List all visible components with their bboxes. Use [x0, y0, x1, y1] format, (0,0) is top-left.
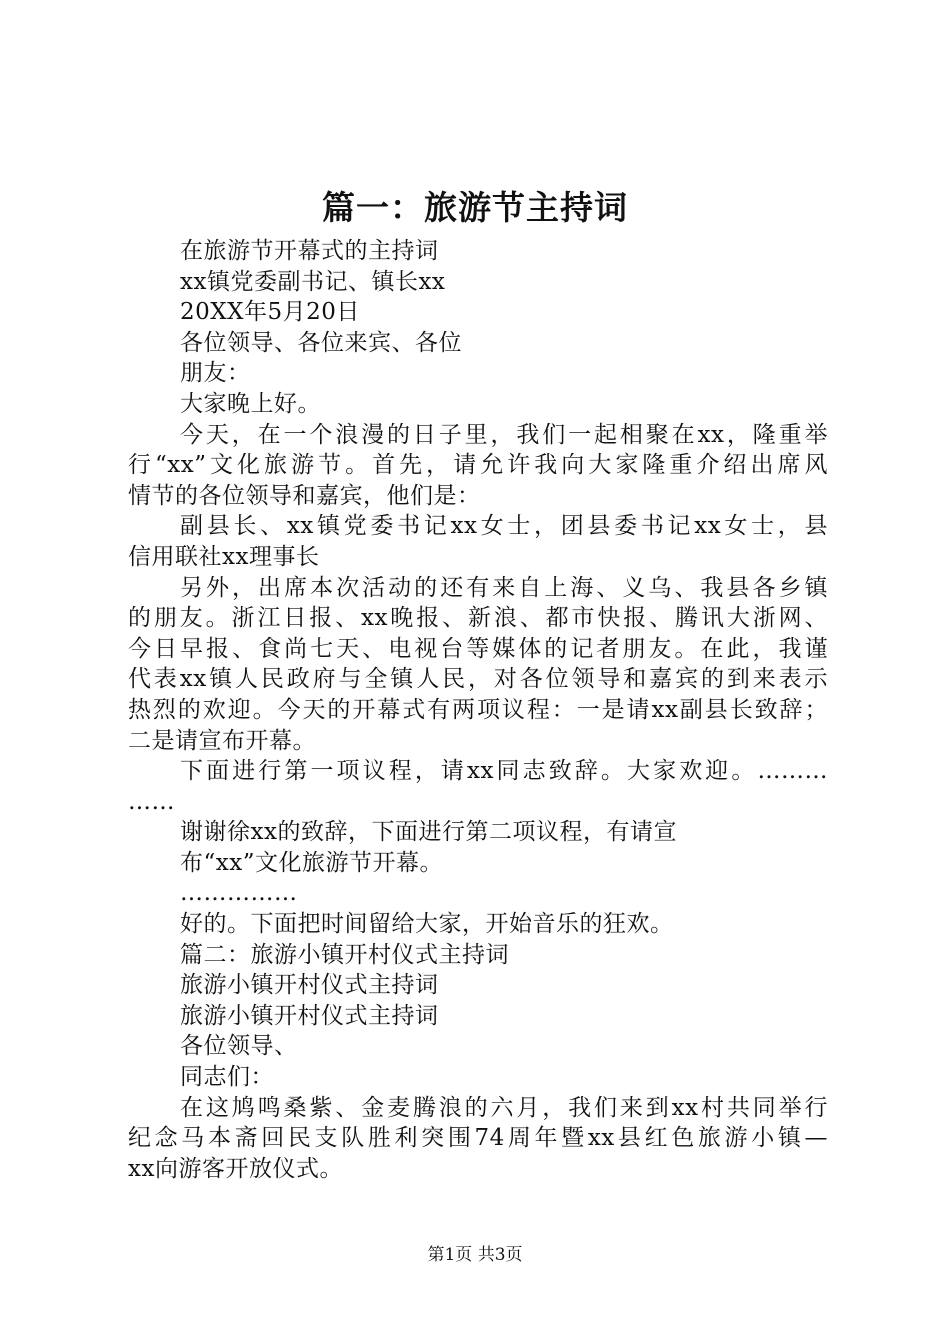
text-line: 朋友：	[180, 360, 251, 387]
text-line: 旅游小镇开村仪式主持词	[180, 972, 439, 999]
text-line: 好的。下面把时间留给大家，开始音乐的狂欢。	[180, 911, 674, 938]
text-line: 各位领导、	[180, 1033, 298, 1060]
text-line: ……	[128, 788, 175, 815]
text-line: 另外，出席本次活动的还有来自上海、义乌、我县各乡镇	[180, 574, 828, 601]
text-line: 行“xx”文化旅游节。首先，请允许我向大家隆重介绍出席风	[128, 452, 828, 479]
text-line: 热烈的欢迎。今天的开幕式有两项议程：一是请xx副县长致辞；	[128, 696, 828, 723]
text-line: 代表xx镇人民政府与全镇人民，对各位领导和嘉宾的到来表示	[128, 666, 828, 693]
text-line: 副县长、xx镇党委书记xx女士，团县委书记xx女士，县	[180, 513, 828, 540]
text-line: xx向游客开放仪式。	[128, 1155, 343, 1182]
text-line: 20XX年5月20日	[180, 299, 360, 326]
text-line: 信用联社xx理事长	[128, 543, 320, 570]
text-line: 下面进行第一项议程，请xx同志致辞。大家欢迎。………	[180, 758, 828, 785]
text-line: 篇二：旅游小镇开村仪式主持词	[180, 941, 509, 968]
text-line: 在旅游节开幕式的主持词	[180, 238, 439, 264]
text-line: 的朋友。浙江日报、xx晚报、新浪、都市快报、腾讯大浙网、	[128, 605, 828, 632]
document-title: 篇一：旅游节主持词	[322, 188, 628, 227]
text-line: 情节的各位领导和嘉宾，他们是：	[128, 482, 481, 509]
text-line: 旅游小镇开村仪式主持词	[180, 1002, 439, 1029]
text-line: 各位领导、各位来宾、各位	[180, 329, 462, 356]
text-line: 布“xx”文化旅游节开幕。	[180, 849, 443, 876]
text-line: 谢谢徐xx的致辞，下面进行第二项议程，有请宣	[180, 819, 677, 846]
document-body	[128, 236, 828, 1184]
text-line: 在这鸠鸣桑紫、金麦腾浪的六月，我们来到xx村共同举行	[180, 1094, 828, 1121]
text-line: 今日早报、食尚七天、电视台等媒体的记者朋友。在此，我谨	[128, 635, 828, 662]
text-line: xx镇党委副书记、镇长xx	[180, 268, 446, 295]
text-line: 同志们：	[180, 1064, 274, 1091]
text-line: 今天，在一个浪漫的日子里，我们一起相聚在xx，隆重举	[180, 421, 828, 448]
text-line: 二是请宣布开幕。	[128, 727, 316, 754]
text-line: ……………	[180, 880, 298, 907]
text-line: 大家晚上好。	[180, 390, 321, 417]
page-footer: 第1页 共3页	[427, 1245, 523, 1265]
text-line: 纪念马本斋回民支队胜利突围74周年暨xx县红色旅游小镇—	[128, 1125, 828, 1152]
